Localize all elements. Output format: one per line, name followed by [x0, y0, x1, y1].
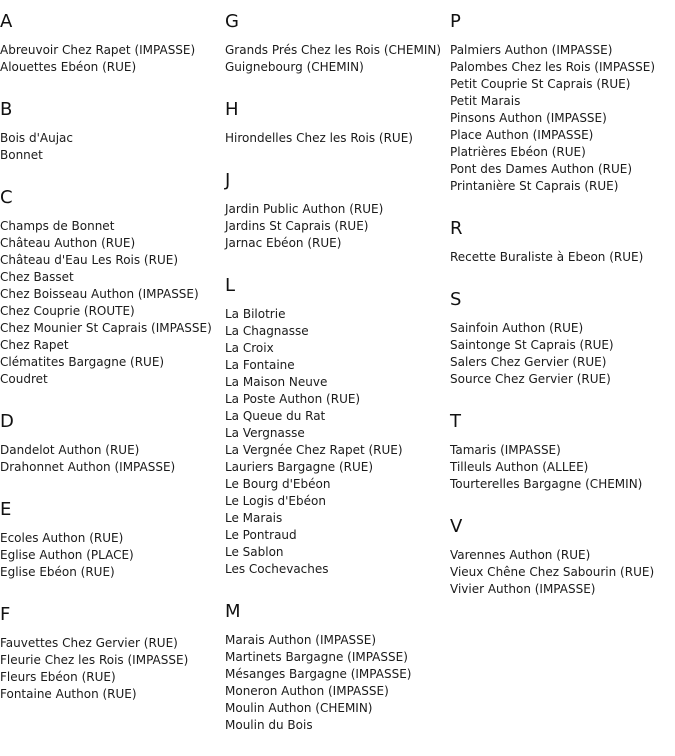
- street-name: Pont des Dames Authon (RUE): [450, 162, 633, 176]
- street-name: Le Logis d'Ebéon: [225, 494, 326, 508]
- group-spacer: [0, 476, 220, 488]
- group-spacer: [0, 76, 220, 88]
- street-list: [450, 249, 675, 266]
- street-name: Champs de Bonnet: [0, 219, 115, 233]
- street-list: [450, 442, 675, 493]
- letter-heading: L: [225, 275, 236, 296]
- street-name: Bonnet: [0, 148, 43, 162]
- street-name: Martinets Bargagne (IMPASSE): [225, 650, 408, 664]
- street-name: Marais Authon (IMPASSE): [225, 633, 377, 647]
- street-name: Le Sablon: [225, 545, 284, 559]
- street-name: Les Cochevaches: [225, 562, 329, 576]
- street-list: [450, 547, 675, 598]
- letter-group-l: [225, 264, 447, 590]
- street-name: Eglise Authon (PLACE): [0, 548, 134, 562]
- letter-group-a: [0, 0, 220, 88]
- street-name: Coudret: [0, 372, 48, 386]
- street-name: Salers Chez Gervier (RUE): [450, 355, 607, 369]
- group-spacer: [0, 581, 220, 593]
- street-name: La Maison Neuve: [225, 375, 328, 389]
- street-name: Le Bourg d'Ebéon: [225, 477, 331, 491]
- letter-group-v: [450, 505, 675, 610]
- group-spacer: [0, 388, 220, 400]
- letter-heading: H: [225, 99, 239, 120]
- street-list: [0, 530, 220, 581]
- street-name: Château Authon (RUE): [0, 236, 136, 250]
- street-name: Bois d'Aujac: [0, 131, 73, 145]
- street-list: [225, 130, 447, 147]
- street-name: Vieux Chêne Chez Sabourin (RUE): [450, 565, 655, 579]
- letter-group-p: [450, 0, 675, 207]
- street-name: Hirondelles Chez les Rois (RUE): [225, 131, 413, 145]
- street-name: La Poste Authon (RUE): [225, 392, 361, 406]
- group-spacer: [225, 252, 447, 264]
- street-name: Platrières Ebéon (RUE): [450, 145, 586, 159]
- letter-heading: S: [450, 289, 462, 310]
- group-spacer: [225, 734, 447, 746]
- group-spacer: [0, 703, 220, 715]
- letter-heading: E: [0, 499, 12, 520]
- street-list: [0, 635, 220, 703]
- street-name: Saintonge St Caprais (RUE): [450, 338, 614, 352]
- street-name: Jardins St Caprais (RUE): [225, 219, 369, 233]
- letter-heading: C: [0, 187, 13, 208]
- letter-heading: F: [0, 604, 11, 625]
- street-index-column-3: [450, 0, 675, 610]
- group-spacer: [450, 388, 675, 400]
- street-name: Le Marais: [225, 511, 283, 525]
- street-list: [225, 42, 447, 76]
- letter-group-j: [225, 159, 447, 264]
- street-name: Chez Rapet: [0, 338, 69, 352]
- street-name: Vivier Authon (IMPASSE): [450, 582, 596, 596]
- street-name: La Vergnée Chez Rapet (RUE): [225, 443, 403, 457]
- group-spacer: [0, 164, 220, 176]
- letter-group-g: [225, 0, 447, 88]
- group-spacer: [450, 493, 675, 505]
- street-name: Petit Marais: [450, 94, 521, 108]
- letter-heading: G: [225, 11, 239, 32]
- letter-group-h: [225, 88, 447, 159]
- group-spacer: [225, 76, 447, 88]
- street-name: Palmiers Authon (IMPASSE): [450, 43, 613, 57]
- street-list: [0, 218, 220, 388]
- street-name: Clématites Bargagne (RUE): [0, 355, 165, 369]
- street-name: Chez Couprie (ROUTE): [0, 304, 135, 318]
- street-name: Palombes Chez les Rois (IMPASSE): [450, 60, 656, 74]
- street-name: Moneron Authon (IMPASSE): [225, 684, 389, 698]
- letter-heading: P: [450, 11, 461, 32]
- letter-group-d: [0, 400, 220, 488]
- group-spacer: [225, 578, 447, 590]
- letter-heading: D: [0, 411, 14, 432]
- street-name: Place Authon (IMPASSE): [450, 128, 594, 142]
- street-name: Eglise Ebéon (RUE): [0, 565, 115, 579]
- street-list: [450, 320, 675, 388]
- street-name: Varennes Authon (RUE): [450, 548, 591, 562]
- street-name: Fontaine Authon (RUE): [0, 687, 137, 701]
- letter-group-t: [450, 400, 675, 505]
- street-name: Abreuvoir Chez Rapet (IMPASSE): [0, 43, 196, 57]
- street-name: Guignebourg (CHEMIN): [225, 60, 364, 74]
- letter-group-c: [0, 176, 220, 400]
- street-index-column-1: [0, 0, 220, 715]
- group-spacer: [225, 147, 447, 159]
- street-index-column-2: [225, 0, 447, 746]
- street-list: [225, 632, 447, 734]
- street-name: Fauvettes Chez Gervier (RUE): [0, 636, 178, 650]
- letter-heading: B: [0, 99, 13, 120]
- group-spacer: [450, 195, 675, 207]
- street-name: Petit Couprie St Caprais (RUE): [450, 77, 631, 91]
- street-name: Chez Basset: [0, 270, 74, 284]
- letter-group-b: [0, 88, 220, 176]
- street-list: [0, 42, 220, 76]
- street-name: La Vergnasse: [225, 426, 305, 440]
- street-name: Pinsons Authon (IMPASSE): [450, 111, 607, 125]
- street-list: [225, 201, 447, 252]
- street-name: La Croix: [225, 341, 274, 355]
- letter-group-m: [225, 590, 447, 746]
- street-name: Grands Prés Chez les Rois (CHEMIN): [225, 43, 442, 57]
- street-name: La Fontaine: [225, 358, 295, 372]
- street-name: Chez Mounier St Caprais (IMPASSE): [0, 321, 212, 335]
- street-name: Moulin Authon (CHEMIN): [225, 701, 373, 715]
- street-name: Fleurie Chez les Rois (IMPASSE): [0, 653, 189, 667]
- street-name: Tilleuls Authon (ALLEE): [450, 460, 589, 474]
- street-name: Recette Buraliste à Ebeon (RUE): [450, 250, 644, 264]
- street-name: Alouettes Ebéon (RUE): [0, 60, 137, 74]
- street-name: Château d'Eau Les Rois (RUE): [0, 253, 179, 267]
- street-name: Le Pontraud: [225, 528, 297, 542]
- letter-group-s: [450, 278, 675, 400]
- street-name: Moulin du Bois: [225, 718, 313, 732]
- street-list: [450, 42, 675, 195]
- street-name: Ecoles Authon (RUE): [0, 531, 124, 545]
- street-name: Printanière St Caprais (RUE): [450, 179, 619, 193]
- letter-heading: A: [0, 11, 13, 32]
- street-name: Lauriers Bargagne (RUE): [225, 460, 374, 474]
- letter-heading: T: [450, 411, 461, 432]
- street-name: Source Chez Gervier (RUE): [450, 372, 611, 386]
- street-name: Tourterelles Bargagne (CHEMIN): [450, 477, 643, 491]
- street-name: Sainfoin Authon (RUE): [450, 321, 584, 335]
- street-name: La Chagnasse: [225, 324, 309, 338]
- letter-heading: V: [450, 516, 463, 537]
- street-name: Jardin Public Authon (RUE): [225, 202, 384, 216]
- letter-heading: J: [225, 170, 231, 191]
- street-name: Drahonnet Authon (IMPASSE): [0, 460, 176, 474]
- letter-group-r: [450, 207, 675, 278]
- street-name: La Bilotrie: [225, 307, 286, 321]
- letter-heading: R: [450, 218, 463, 239]
- street-name: Dandelot Authon (RUE): [0, 443, 140, 457]
- group-spacer: [450, 266, 675, 278]
- street-name: Chez Boisseau Authon (IMPASSE): [0, 287, 199, 301]
- street-name: Fleurs Ebéon (RUE): [0, 670, 116, 684]
- street-name: Tamaris (IMPASSE): [450, 443, 561, 457]
- letter-group-e: [0, 488, 220, 593]
- letter-heading: M: [225, 601, 241, 622]
- group-spacer: [450, 598, 675, 610]
- street-list: [0, 130, 220, 164]
- street-name: Jarnac Ebéon (RUE): [225, 236, 342, 250]
- street-list: [0, 442, 220, 476]
- street-name: Mésanges Bargagne (IMPASSE): [225, 667, 412, 681]
- street-list: [225, 306, 447, 578]
- street-name: La Queue du Rat: [225, 409, 326, 423]
- letter-group-f: [0, 593, 220, 715]
